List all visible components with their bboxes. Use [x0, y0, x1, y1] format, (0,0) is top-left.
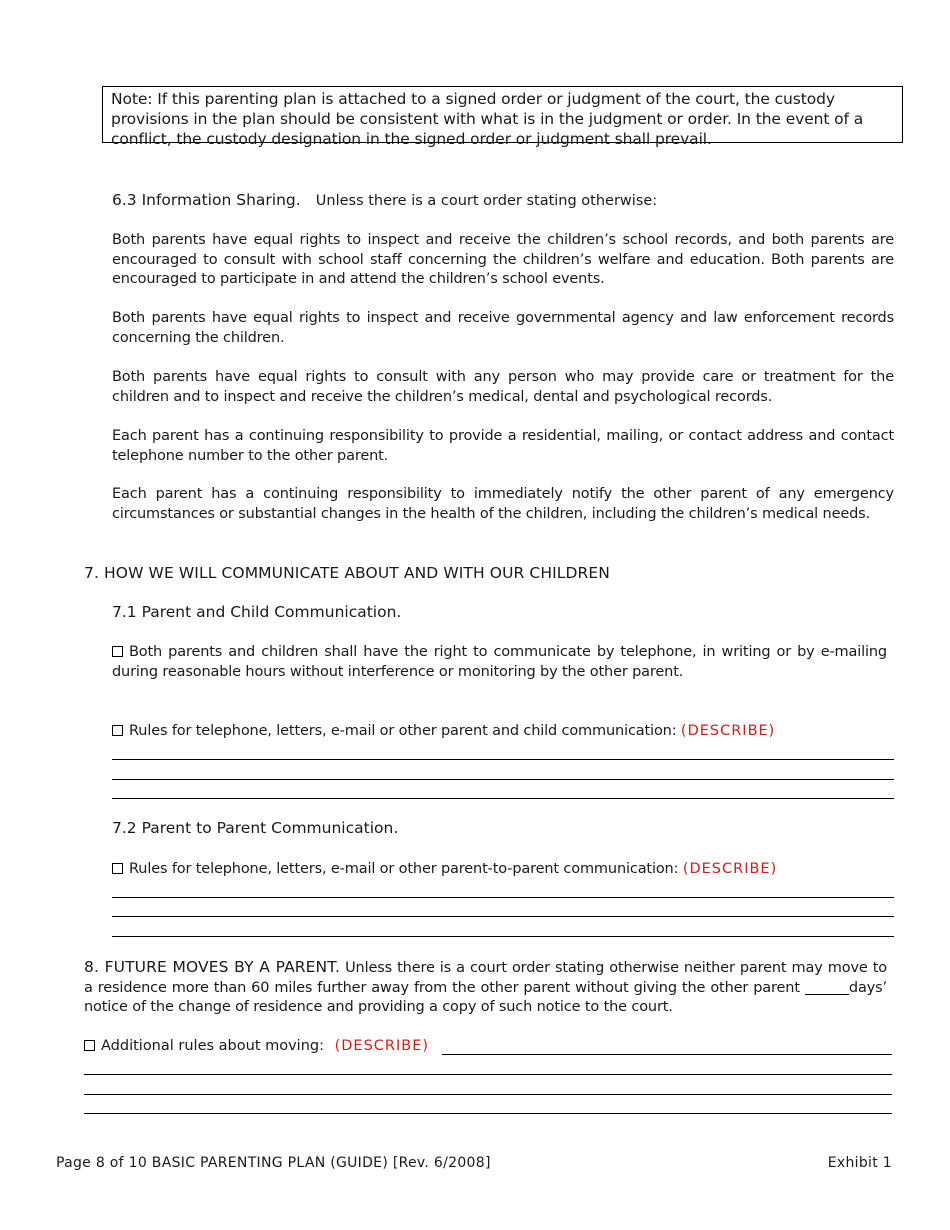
- footer-page-info: Page 8 of 10 BASIC PARENTING PLAN (GUIDE) [Rev. 6/2008]: [56, 1155, 491, 1171]
- option-communicate-freely-text: Both parents and children shall have the right to communicate by telephone, in writing or by e-mailing during reasonable hours without interference or monitoring by the other parent.: [112, 644, 887, 680]
- note-box: [102, 86, 903, 148]
- section-8-text-b: days’ notice of the change of residence and providing a copy of such notice to the court.: [84, 979, 887, 1015]
- days-notice-blank[interactable]: [805, 982, 849, 995]
- write-line[interactable]: [112, 897, 894, 898]
- checkbox-communicate-freely[interactable]: [112, 646, 123, 657]
- section-7-2-heading: 7.2 Parent to Parent Communication.: [112, 819, 399, 837]
- paragraph-agency-records: Both parents have equal rights to inspect and receive governmental agency and law enforcement records concerning the children.: [112, 310, 894, 346]
- paragraph-contact-address: Each parent has a continuing responsibility to provide a residential, mailing, or contact address and contact telephone number to the other parent.: [112, 428, 894, 464]
- write-line[interactable]: [112, 759, 894, 760]
- write-line[interactable]: [112, 798, 894, 799]
- write-line[interactable]: [84, 1074, 892, 1075]
- section-7-1-heading: 7.1 Parent and Child Communication.: [112, 603, 402, 621]
- paragraph-medical-records: Both parents have equal rights to consult with any person who may provide care or treatment for the children and to inspect and receive the children’s medical, dental and psychological records.: [112, 369, 894, 405]
- checkbox-parent-child-rules[interactable]: [112, 725, 123, 736]
- checkbox-parent-parent-rules[interactable]: [112, 863, 123, 874]
- option-parent-parent-rules-text: Rules for telephone, letters, e-mail or other parent-to-parent communication:: [129, 861, 679, 877]
- option-communicate-freely: [112, 643, 887, 682]
- describe-label: (DESCRIBE): [680, 723, 776, 739]
- option-parent-parent-rules: [112, 860, 894, 880]
- describe-label: (DESCRIBE): [334, 1038, 430, 1054]
- checkbox-moving-rules[interactable]: [84, 1040, 95, 1051]
- write-line[interactable]: [112, 779, 894, 780]
- section-6-3-lead: Unless there is a court order stating otherwise:: [315, 193, 658, 209]
- option-parent-child-rules-text: Rules for telephone, letters, e-mail or other parent and child communication:: [129, 723, 677, 739]
- write-line[interactable]: [442, 1054, 892, 1055]
- section-6-3-heading: 6.3 Information Sharing.: [112, 191, 301, 209]
- section-6-3-heading-row: [112, 190, 657, 209]
- write-line[interactable]: [84, 1113, 892, 1114]
- describe-label: (DESCRIBE): [682, 861, 778, 877]
- section-7-heading: 7. HOW WE WILL COMMUNICATE ABOUT AND WITH OUR CHILDREN: [84, 564, 610, 582]
- option-parent-child-rules: [112, 722, 894, 742]
- write-line[interactable]: [84, 1094, 892, 1095]
- section-8-heading: 8. FUTURE MOVES BY A PARENT.: [84, 958, 340, 976]
- section-8-paragraph: [84, 958, 887, 1018]
- note-text: Note: If this parenting plan is attached to a signed order or judgment of the court, the custody provisions in the plan should be consistent with what is in the judgment or order. In the event of a conflict, the custody designation in the signed order or judgment shall prevail.: [111, 90, 864, 148]
- paragraph-emergency-notice: Each parent has a continuing responsibility to immediately notify the other parent of any emergency circumstances or substantial changes in the health of the children, including the children’s medical needs.: [112, 486, 894, 522]
- footer-exhibit: Exhibit 1: [827, 1155, 892, 1171]
- write-line[interactable]: [112, 936, 894, 937]
- section-8-text-a: Unless there is a court order stating otherwise neither parent may move to a residence more than 60 miles further away from the other parent without giving the other parent: [84, 960, 887, 996]
- write-line[interactable]: [112, 916, 894, 917]
- paragraph-school-records: Both parents have equal rights to inspect and receive the children’s school records, and both parents are encouraged to consult with school staff concerning the children’s welfare and education. Both parents are encouraged to participate in and attend the children’s school events.: [112, 232, 894, 287]
- option-moving-rules-text: Additional rules about moving:: [101, 1038, 324, 1054]
- option-moving-rules: [84, 1037, 429, 1057]
